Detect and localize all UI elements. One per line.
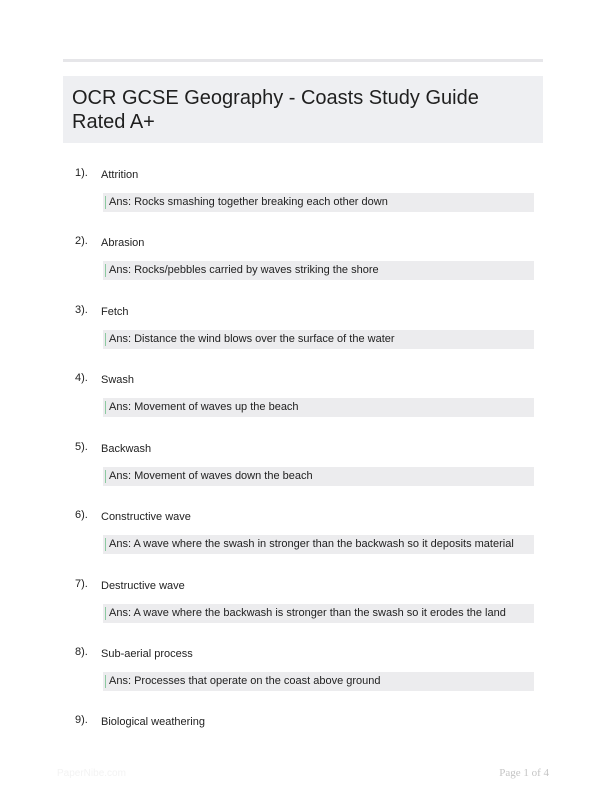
qa-item-5 [63, 441, 543, 501]
qa-item-3 [63, 304, 543, 364]
question-text: Backwash [101, 443, 152, 455]
answer-box [103, 467, 534, 486]
answer-box [103, 193, 534, 212]
footer-watermark: PaperNibe.com [57, 768, 126, 779]
answer-text: Ans: Rocks/pebbles carried by waves striking the shore [109, 264, 379, 276]
top-divider [63, 59, 543, 62]
item-number: 1). [75, 167, 88, 179]
item-number: 9). [75, 714, 88, 726]
item-number: 2). [75, 235, 88, 247]
qa-item-7 [63, 578, 543, 638]
answer-text: Ans: Movement of waves up the beach [109, 401, 299, 413]
question-text: Constructive wave [101, 511, 191, 523]
question-text: Attrition [101, 169, 139, 181]
qa-item-8 [63, 646, 543, 706]
answer-text: Ans: Rocks smashing together breaking each other down [109, 196, 388, 208]
answer-box [103, 604, 534, 623]
answer-text: Ans: Processes that operate on the coast above ground [109, 675, 381, 687]
item-number: 4). [75, 372, 88, 384]
answer-text: Ans: A wave where the swash in stronger than the backwash so it deposits material [109, 538, 514, 550]
page-number: Page 1 of 4 [499, 767, 549, 779]
item-number: 6). [75, 509, 88, 521]
question-text: Swash [101, 374, 135, 386]
item-number: 8). [75, 646, 88, 658]
item-number: 3). [75, 304, 88, 316]
answer-box [103, 672, 534, 691]
item-number: 7). [75, 578, 88, 590]
question-text: Abrasion [101, 237, 145, 249]
answer-box [103, 398, 534, 417]
question-text: Destructive wave [101, 580, 185, 592]
question-text: Fetch [101, 306, 129, 318]
answer-text: Ans: Movement of waves down the beach [109, 470, 313, 482]
title-banner [63, 76, 543, 143]
item-number: 5). [75, 441, 88, 453]
answer-text: Ans: A wave where the backwash is stronger than the swash so it erodes the land [109, 607, 506, 619]
qa-item-2 [63, 235, 543, 295]
page-title: OCR GCSE Geography - Coasts Study Guide Rated A+ [72, 87, 479, 133]
answer-box [103, 261, 534, 280]
answer-text: Ans: Distance the wind blows over the surface of the water [109, 333, 395, 345]
answer-box [103, 330, 534, 349]
question-text: Sub-aerial process [101, 648, 193, 660]
qa-item-9 [63, 714, 543, 738]
qa-item-4 [63, 372, 543, 432]
qa-item-1 [63, 167, 543, 227]
answer-box [103, 535, 534, 554]
question-text: Biological weathering [101, 716, 205, 728]
qa-item-6 [63, 509, 543, 569]
